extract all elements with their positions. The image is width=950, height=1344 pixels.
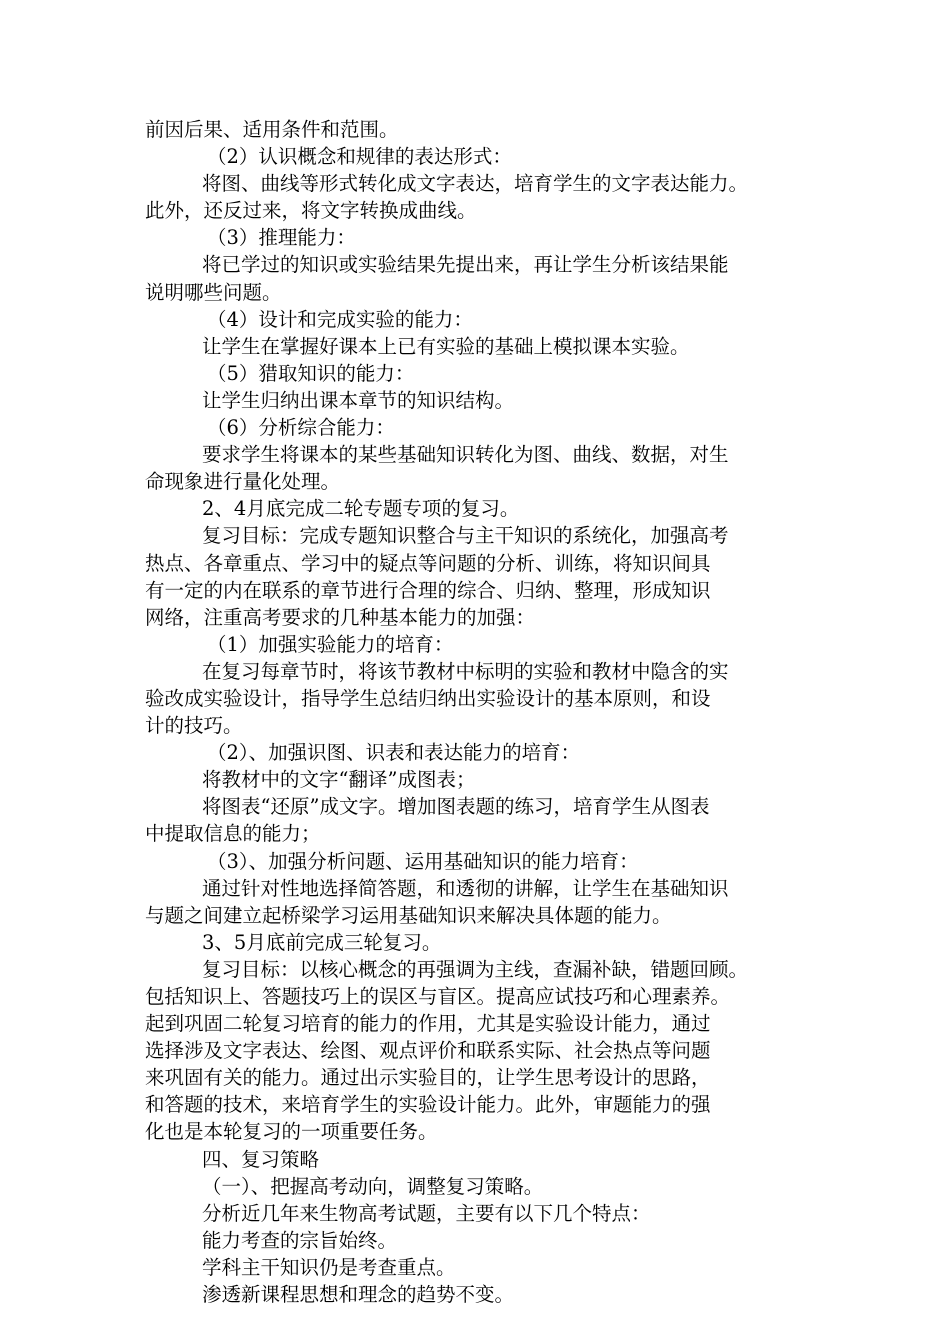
text-line: 将已学过的知识或实验结果先提出来，再让学生分析该结果能 bbox=[202, 253, 729, 277]
text-line: 化也是本轮复习的一项重要任务。 bbox=[145, 1120, 438, 1144]
text-line: 中提取信息的能力； bbox=[145, 822, 321, 846]
section-heading: 2、4月底完成二轮专题专项的复习。 bbox=[202, 497, 520, 521]
subheading: （4）设计和完成实验的能力： bbox=[207, 307, 473, 331]
text-line: 验改成实验设计，指导学生总结归纳出实验设计的基本原则，和设 bbox=[145, 686, 711, 710]
text-line: 将图、曲线等形式转化成文字表达，培育学生的文字表达能力。 bbox=[202, 172, 749, 196]
text-line: 有一定的内在联系的章节进行合理的综合、归纳、整理，形成知识 bbox=[145, 578, 711, 602]
text-line: 起到巩固二轮复习培育的能力的作用，尤其是实验设计能力，通过 bbox=[145, 1012, 711, 1036]
text-line: 和答题的技术，来培育学生的实验设计能力。此外，审题能力的强 bbox=[145, 1093, 711, 1117]
text-line: 与题之间建立起桥梁学习运用基础知识来解决具体题的能力。 bbox=[145, 903, 672, 927]
subheading: （6）分析综合能力： bbox=[207, 416, 395, 440]
text-line: 复习目标：以核心概念的再强调为主线，查漏补缺，错题回顾。 bbox=[202, 957, 749, 981]
text-line: 渗透新课程思想和理念的趋势不变。 bbox=[202, 1283, 515, 1307]
subheading: （2）认识概念和规律的表达形式： bbox=[207, 145, 512, 169]
text-line: 命现象进行量化处理。 bbox=[145, 470, 341, 494]
text-line: 通过针对性地选择简答题，和透彻的讲解，让学生在基础知识 bbox=[202, 876, 729, 900]
text-line: 来巩固有关的能力。通过出示实验目的，让学生思考设计的思路， bbox=[145, 1066, 711, 1090]
text-line: 在复习每章节时，将该节教材中标明的实验和教材中隐含的实 bbox=[202, 659, 729, 683]
text-line: 将图表“还原”成文字。增加图表题的练习，培育学生从图表 bbox=[202, 795, 710, 819]
text-line: 分析近几年来生物高考试题，主要有以下几个特点： bbox=[202, 1201, 651, 1225]
subheading: （一）、把握高考动向，调整复习策略。 bbox=[202, 1174, 544, 1198]
section-heading: 四、复习策略 bbox=[202, 1147, 320, 1171]
text-line: 复习目标：完成专题知识整合与主干知识的系统化，加强高考 bbox=[202, 524, 729, 548]
text-line: 将教材中的文字“翻译”成图表； bbox=[202, 768, 476, 792]
text-line: 让学生在掌握好课本上已有实验的基础上模拟课本实验。 bbox=[202, 334, 690, 358]
subheading: （1）加强实验能力的培育： bbox=[207, 632, 454, 656]
subheading: （2）、加强识图、识表和表达能力的培育： bbox=[207, 741, 581, 765]
text-line: 包括知识上、答题技巧上的误区与盲区。提高应试技巧和心理素养。 bbox=[145, 985, 731, 1008]
text-line: 网络，注重高考要求的几种基本能力的加强： bbox=[145, 605, 536, 629]
text-line: 选择涉及文字表达、绘图、观点评价和联系实际、社会热点等问题 bbox=[145, 1039, 711, 1063]
section-heading: 3、5月底前完成三轮复习。 bbox=[202, 930, 442, 954]
text-line: 热点、各章重点、学习中的疑点等问题的分析、训练，将知识间具 bbox=[145, 551, 711, 575]
subheading: （3）、加强分析问题、运用基础知识的能力培育： bbox=[207, 849, 639, 873]
text-line: 让学生归纳出课本章节的知识结构。 bbox=[202, 388, 515, 412]
document-body bbox=[145, 116, 825, 1308]
text-line: 前因后果、适用条件和范围。 bbox=[145, 118, 399, 141]
subheading: （3）推理能力： bbox=[207, 226, 356, 250]
text-line: 说明哪些问题。 bbox=[145, 280, 282, 304]
subheading: （5）猎取知识的能力： bbox=[207, 361, 415, 385]
text-line: 此外，还反过来，将文字转换成曲线。 bbox=[145, 199, 477, 223]
text-line: 能力考查的宗旨始终。 bbox=[202, 1228, 398, 1252]
text-line: 要求学生将课本的某些基础知识转化为图、曲线、数据，对生 bbox=[202, 443, 729, 467]
text-line: 学科主干知识仍是考查重点。 bbox=[202, 1255, 456, 1279]
text-line: 计的技巧。 bbox=[145, 714, 243, 738]
